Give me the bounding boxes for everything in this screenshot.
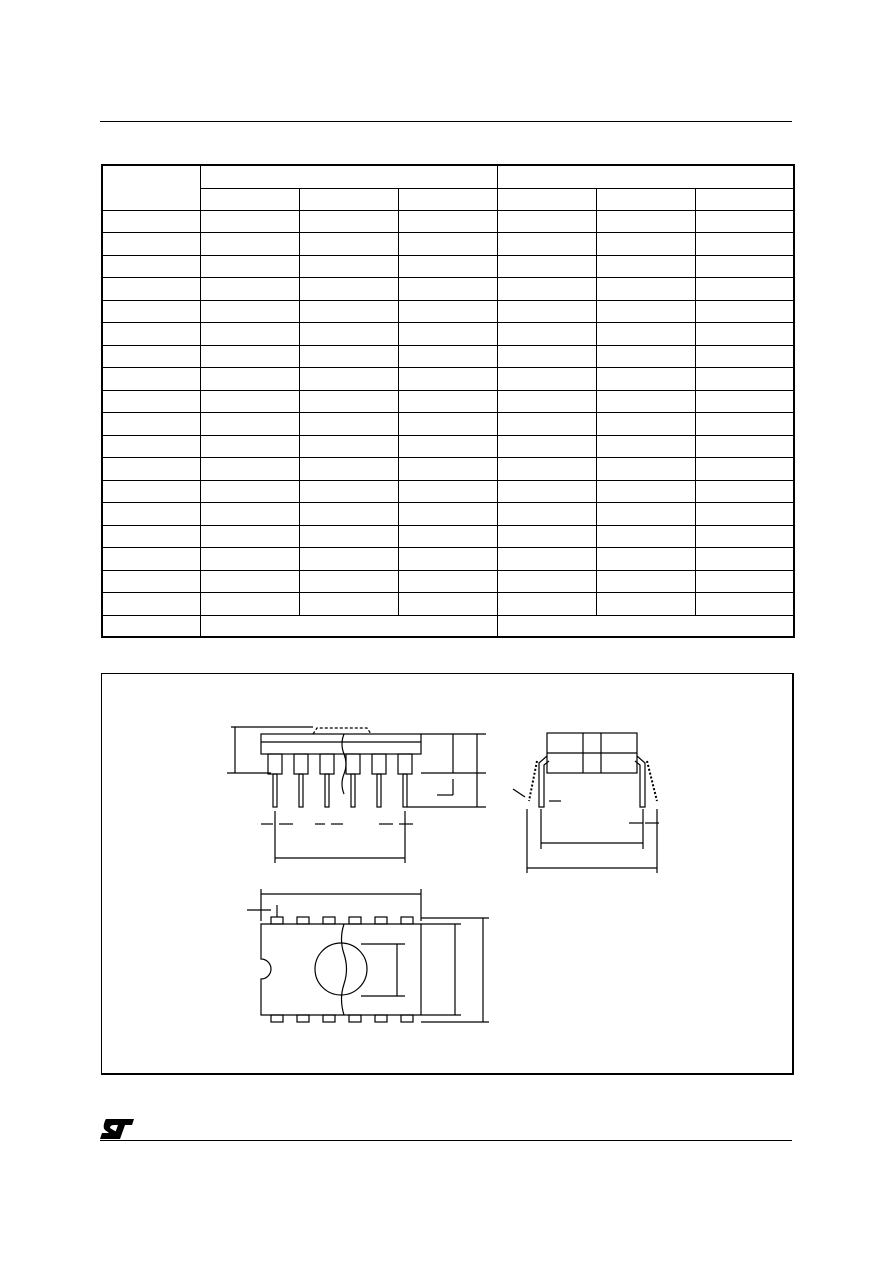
table-cell: [299, 525, 398, 548]
table-cell: [497, 345, 596, 368]
table-cell: [102, 233, 200, 256]
table-cell: [200, 503, 299, 526]
table-cell: [596, 525, 695, 548]
table-cell: [497, 458, 596, 481]
table-cell: [398, 458, 497, 481]
table-cell: [102, 278, 200, 301]
table-cell: [299, 210, 398, 233]
table-cell: [398, 548, 497, 571]
subheader-cell: [695, 188, 794, 210]
table-cell: [497, 323, 596, 346]
table-cell: [299, 345, 398, 368]
table-row: [102, 435, 794, 458]
table-cell: [596, 278, 695, 301]
table-cell: [596, 435, 695, 458]
table-cell: [497, 278, 596, 301]
table-cell: [398, 323, 497, 346]
millimeters-group-header: [200, 165, 497, 188]
table-cell: [695, 233, 794, 256]
table-cell: [102, 480, 200, 503]
table-cell: [398, 368, 497, 391]
table-cell: [299, 390, 398, 413]
table-cell: [596, 233, 695, 256]
table-cell: [695, 503, 794, 526]
table-row: [102, 480, 794, 503]
table-cell: [596, 368, 695, 391]
table-cell: [299, 593, 398, 616]
subheader-cell: [497, 188, 596, 210]
table-cell: [497, 255, 596, 278]
subheader-cell: [596, 188, 695, 210]
table-cell: [102, 615, 200, 637]
table-cell: [200, 615, 497, 637]
table-cell: [102, 255, 200, 278]
table-cell: [695, 570, 794, 593]
table-cell: [102, 210, 200, 233]
table-cell: [695, 413, 794, 436]
table-cell: [200, 233, 299, 256]
table-cell: [299, 255, 398, 278]
footer-rule: [100, 1140, 792, 1141]
package-drawing-frame: [101, 673, 794, 1075]
table-cell: [299, 368, 398, 391]
table-cell: [299, 570, 398, 593]
table-cell: [102, 458, 200, 481]
table-cell: [200, 435, 299, 458]
table-cell: [596, 390, 695, 413]
table-cell: [398, 593, 497, 616]
table-cell: [102, 323, 200, 346]
table-cell: [398, 570, 497, 593]
table-cell: [497, 480, 596, 503]
table-row: [102, 345, 794, 368]
table-cell: [200, 593, 299, 616]
table-row: [102, 300, 794, 323]
table-cell: [695, 210, 794, 233]
table-cell: [200, 413, 299, 436]
table-cell: [200, 255, 299, 278]
table-cell: [497, 300, 596, 323]
header-rule: [100, 121, 792, 122]
table-row: [102, 593, 794, 616]
table-row: [102, 233, 794, 256]
table-footer-row: [102, 615, 794, 637]
table-cell: [596, 458, 695, 481]
table-cell: [200, 368, 299, 391]
table-cell: [102, 345, 200, 368]
table-cell: [102, 300, 200, 323]
table-cell: [497, 368, 596, 391]
table-cell: [398, 300, 497, 323]
table-cell: [200, 390, 299, 413]
table-cell: [695, 525, 794, 548]
dip-side-view-icon: [227, 727, 486, 863]
table-row: [102, 413, 794, 436]
table-cell: [497, 570, 596, 593]
table-cell: [200, 210, 299, 233]
table-cell: [398, 255, 497, 278]
table-row: [102, 548, 794, 571]
table-cell: [102, 548, 200, 571]
table-cell: [102, 368, 200, 391]
table-cell: [695, 278, 794, 301]
table-cell: [200, 323, 299, 346]
table-cell: [497, 615, 794, 637]
table-cell: [497, 548, 596, 571]
table-subheader-row: [102, 188, 794, 210]
table-cell: [102, 435, 200, 458]
subheader-cell: [200, 188, 299, 210]
table-cell: [299, 323, 398, 346]
table-cell: [299, 480, 398, 503]
table-cell: [299, 458, 398, 481]
dimensions-table: [101, 164, 795, 638]
table-cell: [695, 368, 794, 391]
table-cell: [398, 345, 497, 368]
table-cell: [200, 570, 299, 593]
table-cell: [596, 570, 695, 593]
table-row: [102, 210, 794, 233]
table-cell: [200, 548, 299, 571]
table-cell: [398, 413, 497, 436]
table-cell: [596, 503, 695, 526]
table-cell: [596, 323, 695, 346]
table-cell: [299, 413, 398, 436]
table-row: [102, 503, 794, 526]
table-cell: [596, 480, 695, 503]
table-row: [102, 570, 794, 593]
table-cell: [497, 435, 596, 458]
subheader-cell: [398, 188, 497, 210]
table-cell: [398, 480, 497, 503]
table-row: [102, 278, 794, 301]
table-cell: [102, 593, 200, 616]
table-cell: [102, 413, 200, 436]
table-cell: [200, 525, 299, 548]
table-cell: [695, 548, 794, 571]
table-cell: [497, 593, 596, 616]
table-row: [102, 390, 794, 413]
table-cell: [596, 345, 695, 368]
table-cell: [695, 390, 794, 413]
table-header-row: [102, 165, 794, 188]
table-cell: [398, 210, 497, 233]
table-cell: [596, 210, 695, 233]
table-cell: [695, 345, 794, 368]
table-cell: [695, 458, 794, 481]
table-cell: [398, 278, 497, 301]
table-cell: [596, 593, 695, 616]
table-row: [102, 323, 794, 346]
table-cell: [200, 300, 299, 323]
table-cell: [695, 255, 794, 278]
table-cell: [695, 300, 794, 323]
table-cell: [596, 548, 695, 571]
table-cell: [102, 390, 200, 413]
dip-end-view-icon: [513, 733, 659, 873]
table-cell: [200, 278, 299, 301]
package-drawing: [102, 674, 792, 1073]
table-cell: [200, 480, 299, 503]
table-cell: [398, 525, 497, 548]
table-cell: [596, 255, 695, 278]
table-cell: [398, 503, 497, 526]
table-cell: [497, 503, 596, 526]
table-cell: [695, 593, 794, 616]
table-cell: [497, 233, 596, 256]
table-cell: [299, 233, 398, 256]
table-cell: [596, 413, 695, 436]
table-cell: [497, 210, 596, 233]
table-cell: [695, 480, 794, 503]
table-cell: [695, 435, 794, 458]
table-cell: [299, 503, 398, 526]
table-cell: [695, 323, 794, 346]
table-cell: [596, 300, 695, 323]
table-cell: [200, 458, 299, 481]
table-cell: [497, 525, 596, 548]
table-cell: [497, 413, 596, 436]
table-cell: [398, 233, 497, 256]
table-cell: [299, 435, 398, 458]
table-row: [102, 525, 794, 548]
st-logo-icon: [100, 1118, 136, 1140]
table-cell: [497, 390, 596, 413]
table-cell: [299, 548, 398, 571]
table-cell: [398, 435, 497, 458]
table-cell: [102, 570, 200, 593]
dip-top-view-icon: [247, 889, 489, 1022]
dim-header-cell: [102, 165, 200, 210]
table-cell: [398, 390, 497, 413]
table-row: [102, 255, 794, 278]
table-cell: [102, 525, 200, 548]
table-cell: [200, 345, 299, 368]
subheader-cell: [299, 188, 398, 210]
table-cell: [299, 300, 398, 323]
table-cell: [102, 503, 200, 526]
inches-group-header: [497, 165, 794, 188]
table-row: [102, 368, 794, 391]
table-cell: [299, 278, 398, 301]
table-row: [102, 458, 794, 481]
